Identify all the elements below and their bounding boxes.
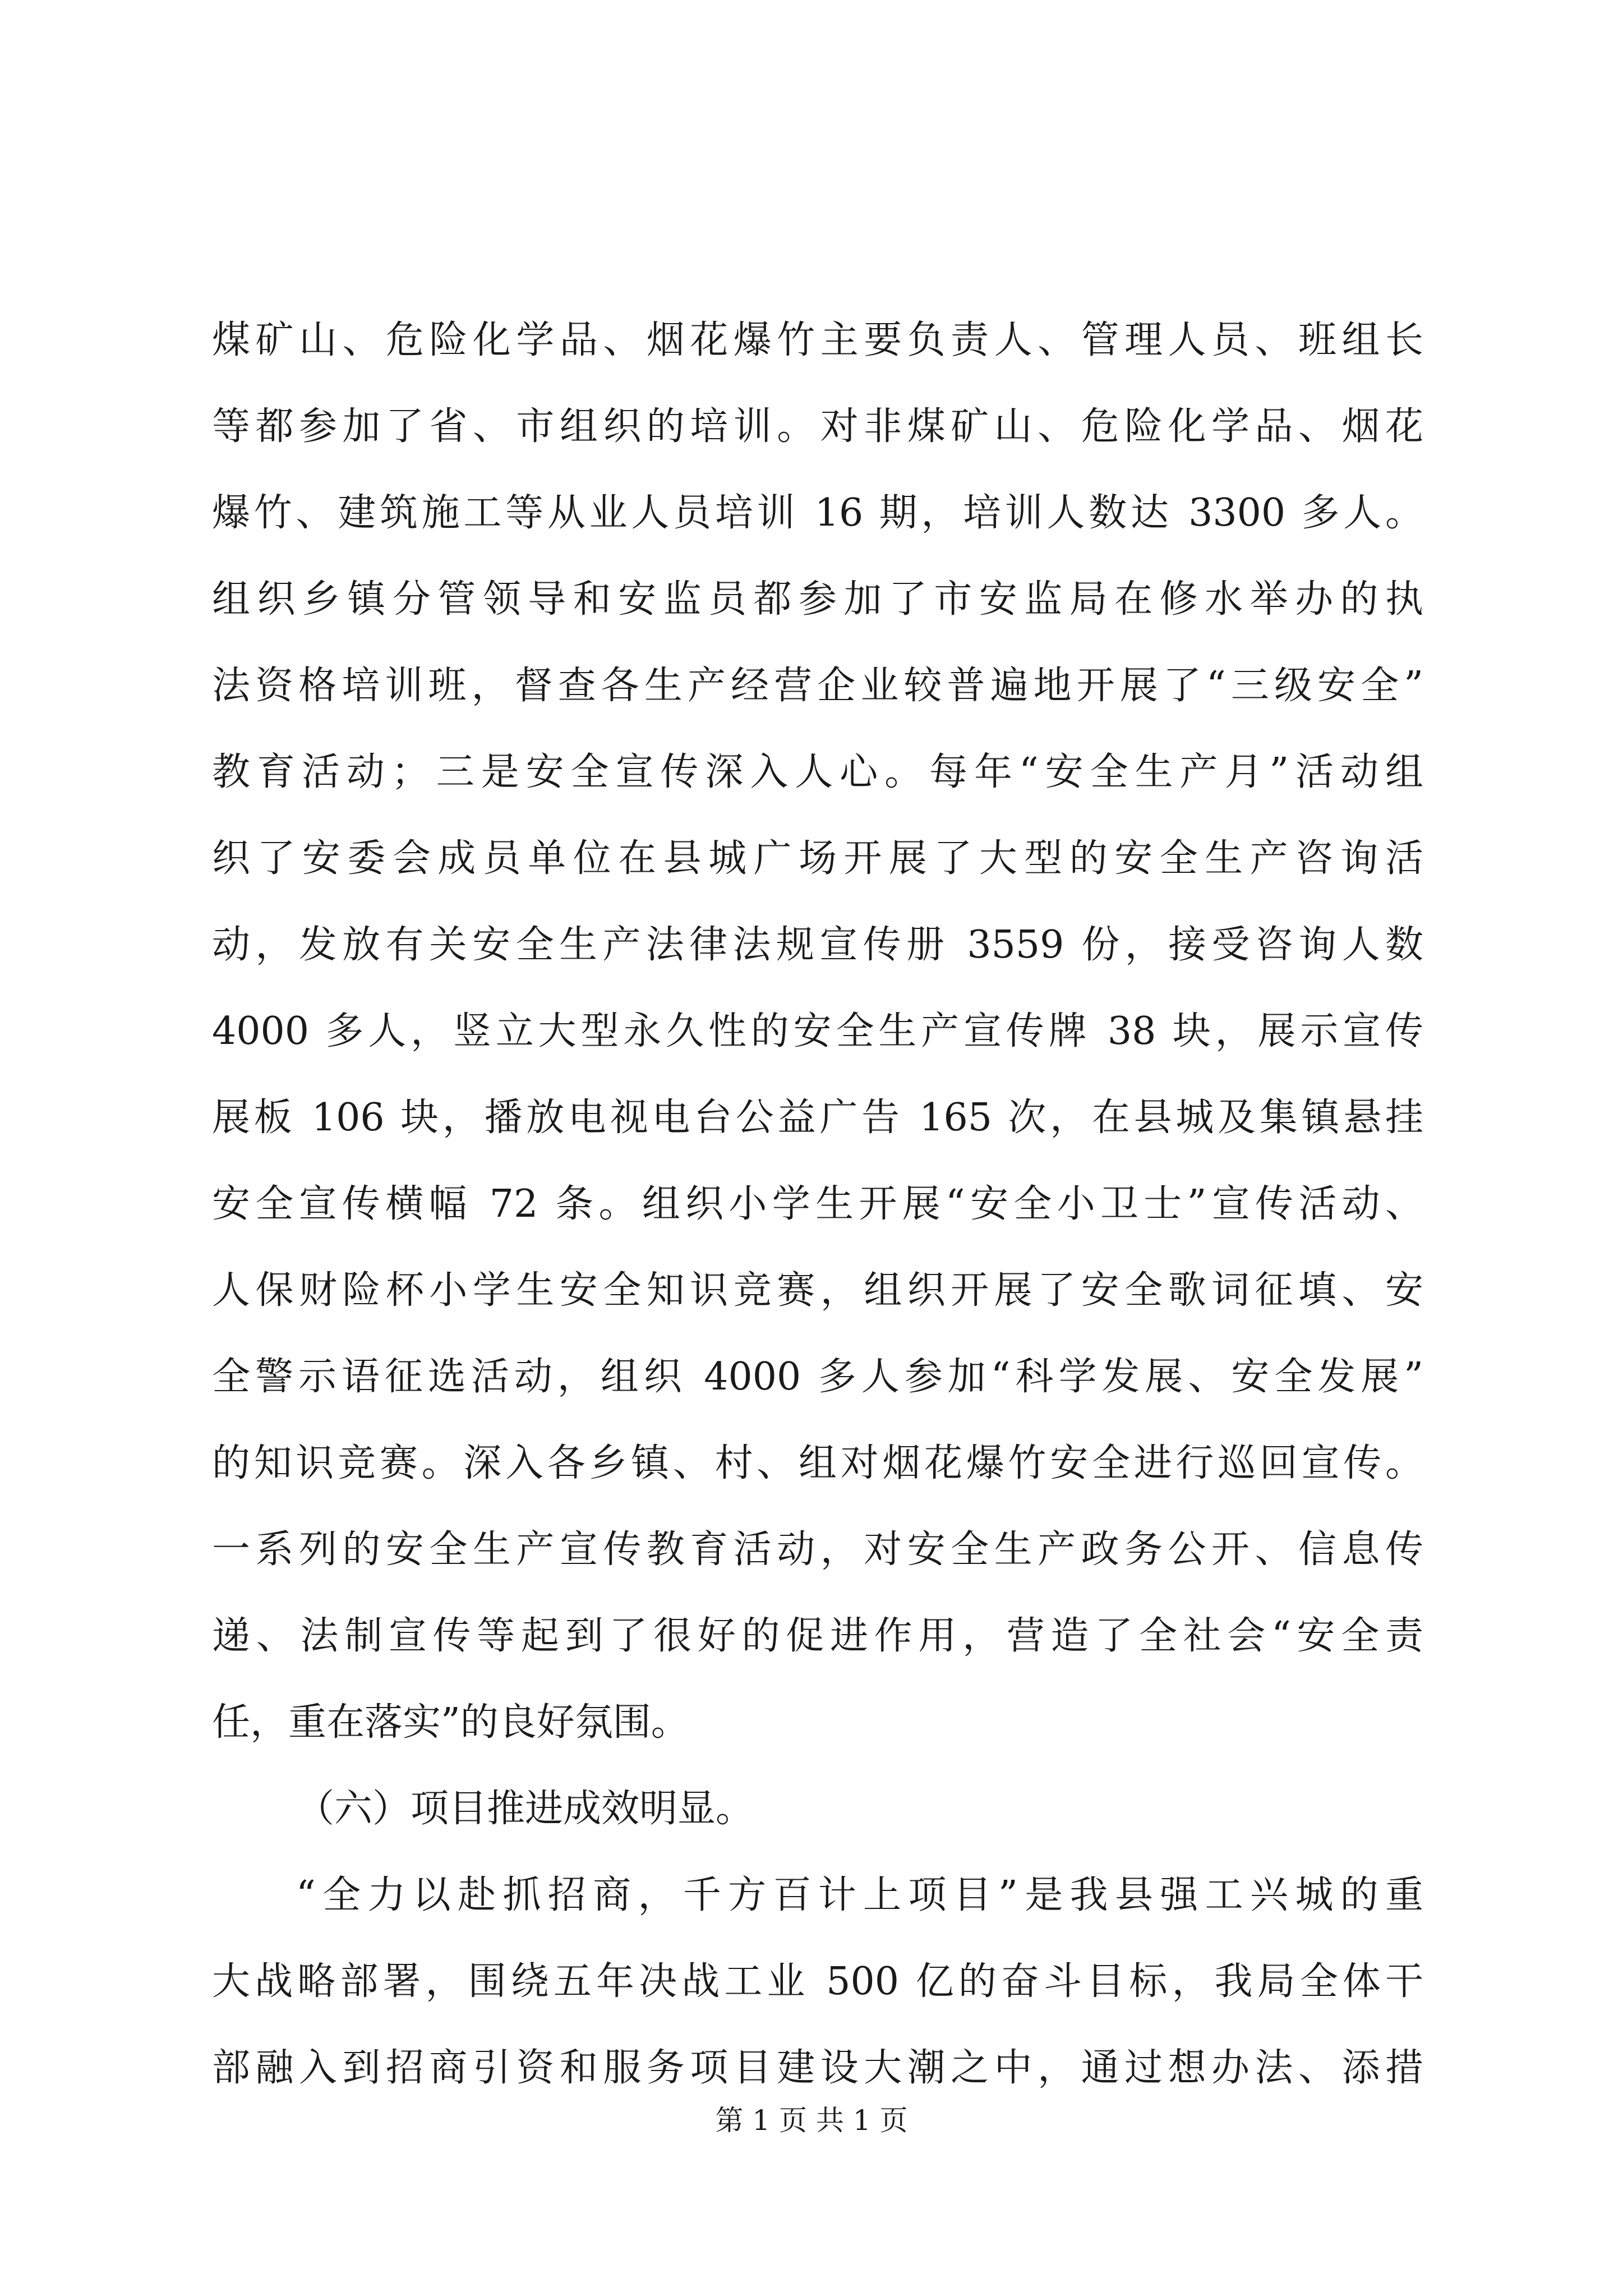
section-heading: （六）项目推进成效明显。: [296, 1787, 754, 1831]
text-line: 大战略部署，围绕五年决战工业 500 亿的奋斗目标，我局全体干: [212, 1959, 1423, 2004]
text-line: 法资格培训班，督查各生产经营企业较普遍地开展了“三级安全”: [212, 664, 1423, 708]
page-footer: 第 1 页 共 1 页: [715, 2104, 908, 2137]
text-line: 爆竹、建筑施工等从业人员培训 16 期，培训人数达 3300 多人。: [212, 491, 1423, 535]
text-line-paragraph-end: 任，重在落实”的良好氛围。: [212, 1700, 689, 1745]
text-line: 展板 106 块，播放电视电台公益广告 165 次，在县城及集镇悬挂: [212, 1096, 1423, 1140]
text-line: 的知识竞赛。深入各乡镇、村、组对烟花爆竹安全进行巡回宣传。: [212, 1441, 1423, 1485]
text-line: 部融入到招商引资和服务项目建设大潮之中，通过想办法、添措: [212, 2046, 1423, 2090]
text-line: 一系列的安全生产宣传教育活动，对安全生产政务公开、信息传: [212, 1527, 1423, 1572]
text-line: 等都参加了省、市组织的培训。对非煤矿山、危险化学品、烟花: [212, 404, 1423, 449]
paragraph-first-line: “全力以赴抓招商，千方百计上项目”是我县强工兴城的重: [296, 1873, 1423, 1917]
document-body: [212, 297, 1423, 2111]
text-line: 人保财险杯小学生安全知识竞赛，组织开展了安全歌词征填、安: [212, 1268, 1423, 1313]
text-line: 织了安委会成员单位在县城广场开展了大型的安全生产咨询活: [212, 836, 1423, 881]
text-line: 动，发放有关安全生产法律法规宣传册 3559 份，接受咨询人数: [212, 923, 1423, 967]
text-line: 教育活动；三是安全宣传深入人心。每年“安全生产月”活动组: [212, 750, 1423, 794]
text-line: 煤矿山、危险化学品、烟花爆竹主要负责人、管理人员、班组长: [212, 318, 1423, 362]
text-line: 安全宣传横幅 72 条。组织小学生开展“安全小卫士”宣传活动、: [212, 1182, 1423, 1226]
text-line: 递、法制宣传等起到了很好的促进作用，营造了全社会“安全责: [212, 1614, 1423, 1658]
text-line: 4000 多人，竖立大型永久性的安全生产宣传牌 38 块，展示宣传: [212, 1009, 1423, 1053]
text-line: 组织乡镇分管领导和安监员都参加了市安监局在修水举办的执: [212, 577, 1423, 622]
text-line: 全警示语征选活动，组织 4000 多人参加“科学发展、安全发展”: [212, 1355, 1423, 1399]
